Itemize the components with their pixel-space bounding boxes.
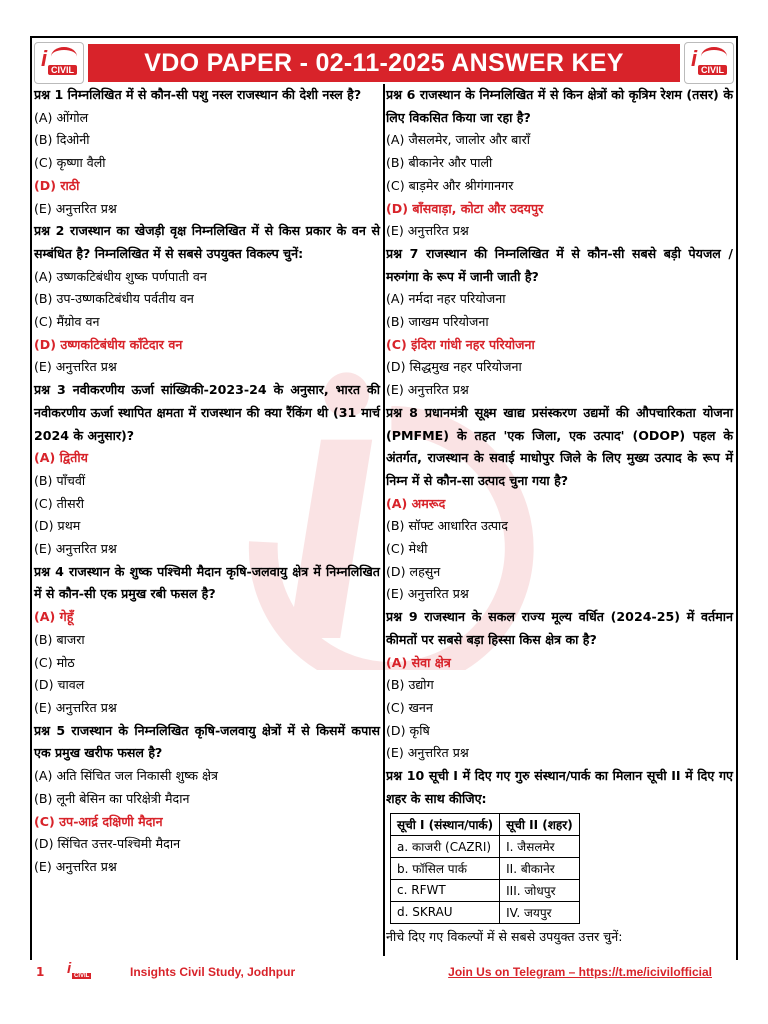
question-block bbox=[386, 606, 733, 765]
answer-option: (B) सॉफ्ट आधारित उत्पाद bbox=[386, 518, 508, 534]
question-block bbox=[34, 84, 380, 220]
answer-option: (B) पाँचवीं bbox=[34, 472, 86, 488]
answer-option: (D) चावल bbox=[34, 677, 85, 693]
answer-option: (D) प्रथम bbox=[34, 518, 81, 534]
answer-option: (C) खनन bbox=[386, 699, 433, 715]
page-title: VDO PAPER - 02-11-2025 ANSWER KEY bbox=[88, 44, 680, 82]
answer-option: (E) अनुत्तरित प्रश्न bbox=[386, 586, 469, 602]
question-text: प्रश्न 7 राजस्थान की निम्नलिखित में से कौन-सी सबसे बड़ी पेयजल / मरुगंगा के रूप में जानी जाती है? bbox=[386, 245, 733, 284]
brand-logo-left: i CIVIL bbox=[34, 42, 84, 84]
answer-option: (A) जैसलमेर, जालोर और बाराँ bbox=[386, 132, 530, 148]
answer-option: (E) अनुत्तरित प्रश्न bbox=[34, 200, 117, 216]
table-row bbox=[391, 901, 580, 923]
correct-answer-option: (A) द्वितीय bbox=[34, 450, 88, 466]
answer-option: (D) सिद्धमुख नहर परियोजना bbox=[386, 359, 522, 375]
table-row bbox=[391, 835, 580, 857]
answer-option: (E) अनुत्तरित प्रश्न bbox=[34, 359, 117, 375]
question-block bbox=[34, 720, 380, 879]
table-cell: a. काजरी (CAZRI) bbox=[391, 835, 500, 857]
question-text: प्रश्न 2 राजस्थान का खेजड़ी वृक्ष निम्नलिखित में से किस प्रकार के वन से सम्बंधित है? निम्नलिखित में से सबसे उपयुक्त विकल्प चुनें: bbox=[34, 223, 380, 261]
question-block bbox=[34, 379, 380, 561]
question-text: प्रश्न 3 नवीकरणीय ऊर्जा सांख्यिकी-2023-24 के अनुसार, भारत की नवीकरणीय ऊर्जा स्थापित क्षमता में राजस्थान की क्या रैंकिंग थी (31 मार्च 2024 के अनुसार)? bbox=[34, 382, 380, 443]
question-block bbox=[34, 561, 380, 720]
question-text: प्रश्न 8 प्रधानमंत्री सूक्ष्म खाद्य प्रसंस्करण उद्यमों की औपचारिकता योजना (PMFME) के तहत 'एक जिला, एक उत्पाद' (ODOP) पहल के अंतर्गत, राजस्थान के सवाई माधोपुर जिले के लिए मुख्य उत्पाद के रूप में निम्न में से कौन-सा उत्पाद चुना गया है? bbox=[386, 404, 733, 488]
right-column bbox=[386, 84, 733, 948]
answer-option: (E) अनुत्तरित प्रश्न bbox=[34, 699, 117, 715]
answer-option: (B) बाजरा bbox=[34, 631, 85, 647]
answer-option: (E) अनुत्तरित प्रश्न bbox=[34, 858, 117, 874]
question-text: प्रश्न 10 सूची I में दिए गए गुरु संस्थान/पार्क का मिलान सूची II में दिए गए शहर के साथ कीजिए: bbox=[386, 768, 733, 806]
answer-option: (E) अनुत्तरित प्रश्न bbox=[386, 745, 469, 761]
question-text: प्रश्न 1 निम्नलिखित में से कौन-सी पशु नस्ल राजस्थान की देशी नस्ल है? bbox=[34, 87, 362, 102]
footer-logo: i CIVIL bbox=[67, 960, 90, 979]
answer-option: (A) अति सिंचित जल निकासी शुष्क क्षेत्र bbox=[34, 768, 218, 784]
header bbox=[30, 42, 738, 84]
answer-option: (B) लूनी बेसिन का परिक्षेत्री मैदान bbox=[34, 790, 190, 806]
table-row bbox=[391, 857, 580, 879]
question-text: प्रश्न 9 राजस्थान के सकल राज्य मूल्य वर्धित (2024-25) में वर्तमान कीमतों पर सबसे बड़ा हिस्सा किस क्षेत्र का है? bbox=[386, 609, 733, 647]
answer-option: (C) मोठ bbox=[34, 654, 75, 670]
answer-option: (B) दिओनी bbox=[34, 132, 90, 148]
footer bbox=[30, 960, 738, 987]
correct-answer-option: (D) राठी bbox=[34, 177, 80, 193]
answer-option: (C) कृष्णा वैली bbox=[34, 155, 106, 171]
question-text: प्रश्न 6 राजस्थान के निम्नलिखित में से किन क्षेत्रों को कृत्रिम रेशम (तसर) के लिए विकसित किया जा रहा है? bbox=[386, 87, 733, 125]
match-table bbox=[390, 813, 580, 924]
table-cell: b. फॉसिल पार्क bbox=[391, 857, 500, 879]
answer-option: (C) तीसरी bbox=[34, 495, 84, 511]
question-block bbox=[386, 243, 733, 402]
answer-option: (E) अनुत्तरित प्रश्न bbox=[34, 541, 117, 557]
correct-answer-option: (C) उप-आर्द्र दक्षिणी मैदान bbox=[34, 813, 163, 829]
table-cell: c. RFWT bbox=[391, 879, 500, 901]
answer-option: (E) अनुत्तरित प्रश्न bbox=[386, 223, 469, 239]
answer-option: (B) बीकानेर और पाली bbox=[386, 155, 493, 171]
correct-answer-option: (A) अमरूद bbox=[386, 495, 446, 511]
brand-logo-right: i CIVIL bbox=[684, 42, 734, 84]
telegram-link[interactable]: Join Us on Telegram – https://t.me/icivilofficial bbox=[448, 965, 712, 979]
answer-option: (D) कृषि bbox=[386, 722, 430, 738]
table-cell: II. बीकानेर bbox=[500, 857, 580, 879]
question-block bbox=[386, 84, 733, 243]
institute-name: Insights Civil Study, Jodhpur bbox=[130, 965, 296, 979]
answer-option: (C) मेथी bbox=[386, 541, 428, 557]
correct-answer-option: (A) सेवा क्षेत्र bbox=[386, 654, 451, 670]
table-cell: III. जोधपुर bbox=[500, 879, 580, 901]
table-cell: I. जैसलमेर bbox=[500, 835, 580, 857]
correct-answer-option: (A) गेहूँ bbox=[34, 609, 74, 625]
answer-option: (D) लहसुन bbox=[386, 563, 441, 579]
answer-option: (D) सिंचित उत्तर-पश्चिमी मैदान bbox=[34, 836, 181, 852]
question-text: प्रश्न 5 राजस्थान के निम्नलिखित कृषि-जलवायु क्षेत्रों में से किसमें कपास एक प्रमुख खरीफ फसल है? bbox=[34, 722, 380, 761]
answer-option: (A) उष्णकटिबंधीय शुष्क पर्णपाती वन bbox=[34, 268, 207, 284]
answer-option: (E) अनुत्तरित प्रश्न bbox=[386, 382, 469, 398]
instruction-text: नीचे दिए गए विकल्पों में से सबसे उपयुक्त उत्तर चुनें: bbox=[386, 928, 623, 944]
table-header: सूची I (संस्थान/पार्क) bbox=[391, 813, 500, 835]
answer-option: (C) मैंग्रोव वन bbox=[34, 314, 100, 330]
left-column bbox=[34, 84, 380, 879]
answer-option: (A) ओंगोल bbox=[34, 109, 89, 125]
correct-answer-option: (D) बाँसवाड़ा, कोटा और उदयपुर bbox=[386, 200, 544, 216]
correct-answer-option: (D) उष्णकटिबंधीय काँटेदार वन bbox=[34, 336, 183, 352]
question-block bbox=[386, 765, 733, 948]
correct-answer-option: (C) इंदिरा गांधी नहर परियोजना bbox=[386, 336, 535, 352]
table-header: सूची II (शहर) bbox=[500, 813, 580, 835]
table-row bbox=[391, 879, 580, 901]
answer-option: (C) बाड़मेर और श्रीगंगानगर bbox=[386, 177, 514, 193]
question-block bbox=[386, 402, 733, 606]
answer-option: (B) जाखम परियोजना bbox=[386, 314, 489, 330]
question-block bbox=[34, 220, 380, 379]
answer-option: (B) उप-उष्णकटिबंधीय पर्वतीय वन bbox=[34, 291, 194, 307]
table-cell: d. SKRAU bbox=[391, 901, 500, 923]
answer-option: (B) उद्योग bbox=[386, 677, 434, 693]
answer-option: (A) नर्मदा नहर परियोजना bbox=[386, 291, 506, 307]
table-cell: IV. जयपुर bbox=[500, 901, 580, 923]
column-divider bbox=[383, 84, 385, 956]
question-text: प्रश्न 4 राजस्थान के शुष्क पश्चिमी मैदान कृषि-जलवायु क्षेत्र में निम्नलिखित में से कौन-सी एक प्रमुख रबी फसल है? bbox=[34, 563, 380, 602]
page-number: 1 bbox=[36, 965, 45, 979]
